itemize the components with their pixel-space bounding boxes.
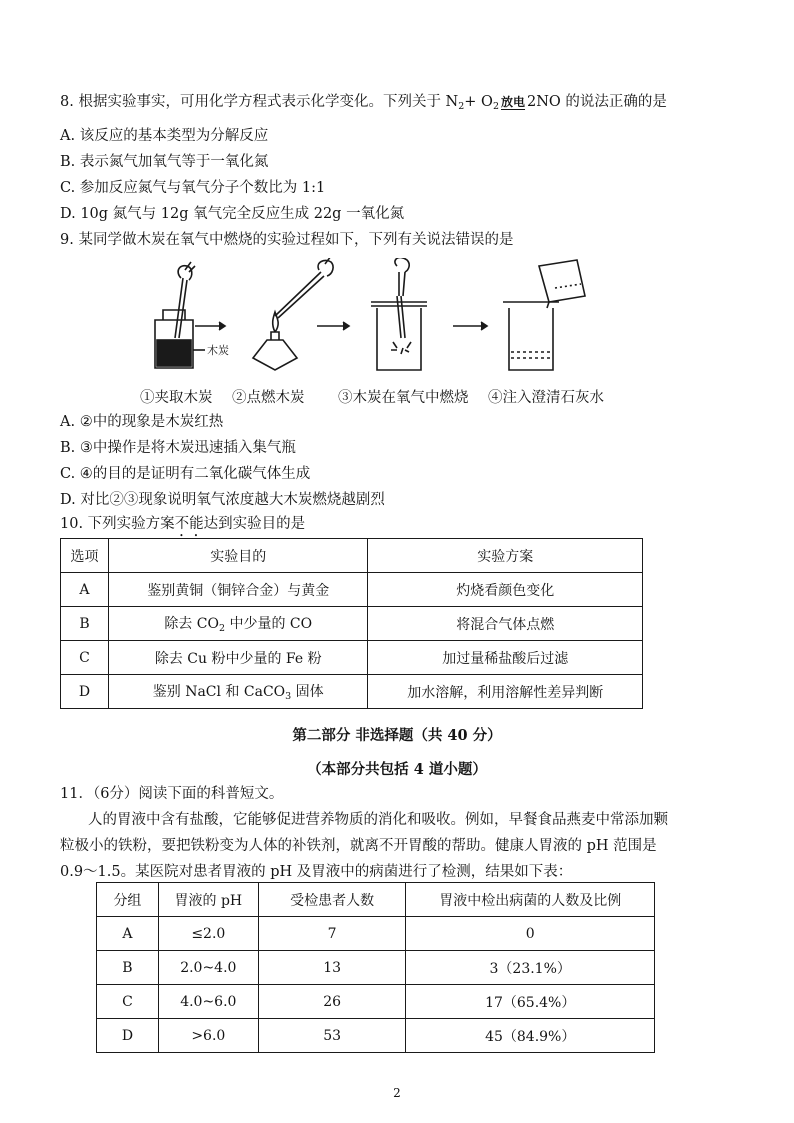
row-goal: 鉴别黄铜（铜锌合金）与黄金 (108, 573, 368, 607)
row-count: 13 (258, 951, 406, 985)
header-detected: 胃液中检出病菌的人数及比例 (406, 883, 655, 917)
q11-paragraph-line-3: 0.9～1.5。某医院对患者胃液的 pH 及胃液中的病菌进行了检测，结果如下表： (60, 864, 573, 880)
table-row (97, 985, 655, 1019)
page-number: 2 (393, 1086, 401, 1100)
caption-2: ②点燃木炭 (232, 390, 305, 406)
condition-text: 放电 (501, 95, 526, 109)
row-group: A (97, 917, 159, 951)
row-plan: 灼烧看颜色变化 (368, 573, 643, 607)
q10-stem-emphasis: 不能 (174, 516, 204, 532)
q9-option-b: B. ③中操作是将木炭迅速插入集气瓶 (60, 440, 296, 456)
table-row (61, 641, 643, 675)
row-group: D (97, 1019, 159, 1053)
row-group: C (97, 985, 159, 1019)
q8-option-d: D. 10g 氮气与 12g 氧气完全反应生成 22g 一氧化氮 (60, 206, 405, 222)
q10-stem-post: 达到实验目的是 (203, 516, 306, 532)
q11-paragraph-line-2: 粒极小的铁粉，要把铁粉变为人体的补铁剂，就离不开胃酸的帮助。健康人胃液的 pH 范围是 (60, 838, 657, 854)
step3-jar-drawing (371, 258, 427, 370)
charcoal-label: 木炭 (207, 344, 229, 357)
table-row (97, 1019, 655, 1053)
caption-3: ③木炭在氧气中燃烧 (338, 390, 469, 406)
q8-product-text: 2NO 的说法正确的是 (527, 94, 667, 110)
row-detected: 3（23.1%） (406, 951, 655, 985)
q10-stem (60, 514, 305, 540)
row-option: B (61, 607, 109, 641)
table-header-row (61, 539, 643, 573)
q8-plus-o: + O (464, 94, 493, 110)
row-ph: 4.0~6.0 (158, 985, 258, 1019)
row-goal: 鉴别 NaCl 和 CaCO$_3$ 固体 (108, 675, 368, 709)
row-detected: 0 (406, 917, 655, 951)
q8-option-c: C. 参加反应氮气与氧气分子个数比为 1:1 (60, 180, 326, 196)
row-goal: 除去 $CO_2$ 中少量的 CO (108, 607, 368, 641)
part2-subtitle: （本部分共包括 4 道小题） (307, 761, 487, 778)
caption-4: ④注入澄清石灰水 (488, 390, 604, 406)
reaction-condition (501, 92, 525, 112)
table-row (61, 675, 643, 709)
q8-option-a: A. 该反应的基本类型为分解反应 (60, 128, 269, 144)
figure-captions (140, 386, 620, 408)
row-ph: >6.0 (158, 1019, 258, 1053)
row-option: C (61, 641, 109, 675)
table-row (97, 917, 655, 951)
row-group: B (97, 951, 159, 985)
o2-subscript: 2 (492, 101, 499, 112)
step2-lamp-drawing (253, 258, 333, 370)
q9-option-d: D. 对比②③现象说明氧气浓度越大木炭燃烧越剧烈 (60, 492, 385, 508)
header-goal: 实验目的 (108, 539, 368, 573)
q10-stem-pre: 10. 下列实验方案 (60, 516, 175, 532)
q8-option-b: B. 表示氮气加氧气等于一氧化氮 (60, 154, 269, 170)
header-group: 分组 (97, 883, 159, 917)
part2-title: 第二部分 非选择题（共 40 分） (292, 727, 502, 744)
row-goal: 除去 Cu 粉中少量的 Fe 粉 (108, 641, 368, 675)
row-ph: ≤2.0 (158, 917, 258, 951)
row-count: 53 (258, 1019, 406, 1053)
q10-table (60, 538, 643, 709)
row-count: 26 (258, 985, 406, 1019)
table-header-row (97, 883, 655, 917)
row-plan: 加水溶解，利用溶解性差异判断 (368, 675, 643, 709)
header-ph: 胃液的 pH (158, 883, 258, 917)
step1-jar-drawing (155, 262, 205, 368)
q8-stem (60, 92, 667, 117)
q11-stem: 11．（6分）阅读下面的科普短文。 (60, 786, 284, 802)
table-row (61, 607, 643, 641)
n2-subscript: 2 (458, 101, 465, 112)
q11-paragraph-line-1: 人的胃液中含有盐酸，它能够促进营养物质的消化和吸收。例如，早餐食品燕麦中常添加颗 (88, 812, 668, 828)
row-option: A (61, 573, 109, 607)
q9-stem: 9. 某同学做木炭在氧气中燃烧的实验过程如下，下列有关说法错误的是 (60, 232, 514, 248)
caption-1: ①夹取木炭 (140, 390, 213, 406)
charcoal-experiment-figure (135, 258, 615, 378)
q9-option-a: A. ②中的现象是木炭红热 (60, 414, 224, 430)
row-ph: 2.0~4.0 (158, 951, 258, 985)
row-plan: 加过量稀盐酸后过滤 (368, 641, 643, 675)
header-count: 受检患者人数 (258, 883, 406, 917)
row-detected: 17（65.4%） (406, 985, 655, 1019)
row-detected: 45（84.9%） (406, 1019, 655, 1053)
q9-option-c: C. ④的目的是证明有二氧化碳气体生成 (60, 466, 311, 482)
row-count: 7 (258, 917, 406, 951)
row-plan: 将混合气体点燃 (368, 607, 643, 641)
step4-jar-drawing (503, 260, 585, 370)
header-option: 选项 (61, 539, 109, 573)
header-plan: 实验方案 (368, 539, 643, 573)
q8-stem-text: 8. 根据实验事实，可用化学方程式表示化学变化。下列关于 N (60, 94, 459, 110)
table-row (97, 951, 655, 985)
row-option: D (61, 675, 109, 709)
table-row (61, 573, 643, 607)
q11-table (96, 882, 655, 1053)
